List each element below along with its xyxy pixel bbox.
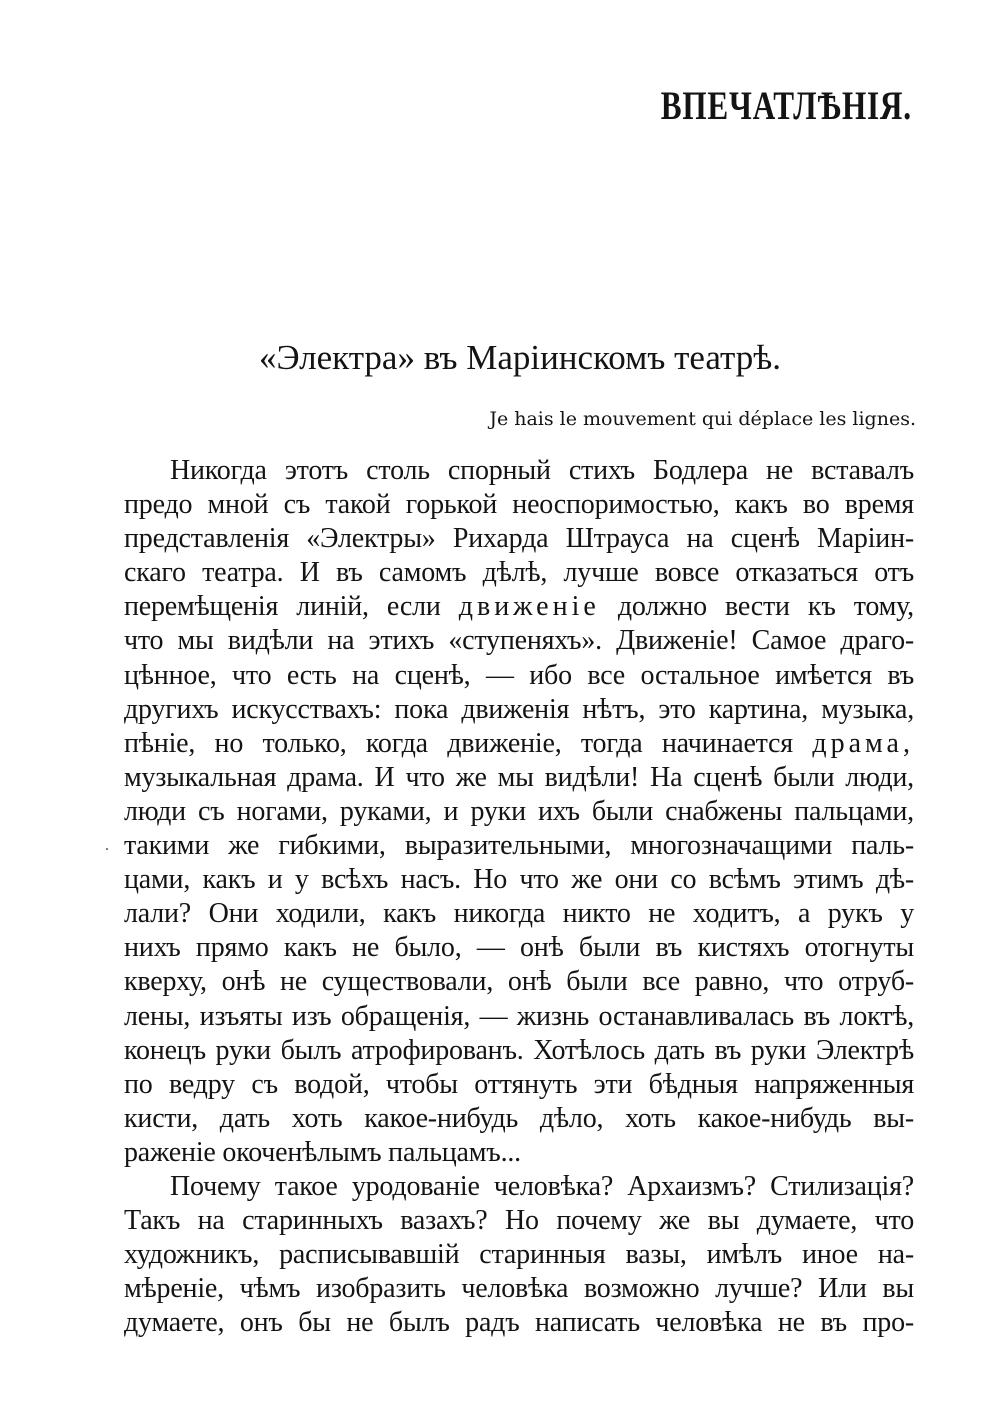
epigraph: Je hais le mouvement qui déplace les lignes.	[489, 408, 916, 430]
text-segment: перемѣщенія линій, если	[124, 591, 441, 623]
text-line: музыкальная драма. И что же мы видѣли! На сценѣ были люди,	[124, 761, 914, 793]
text-line: Почему такое уродованіе человѣка? Архаизмъ? Стилизація?	[170, 1170, 914, 1202]
text-line	[124, 590, 914, 624]
text-segment: должно вести къ тому,	[617, 591, 914, 623]
text-line: представленія «Электры» Рихарда Штрауса на сценѣ Маріин-	[124, 523, 914, 555]
text-line: мѣреніе, чѣмъ изобразить человѣка возможно лучше? Или вы	[124, 1273, 914, 1305]
text-line: лали? Они ходили, какъ никогда никто не ходитъ, а рукъ у	[124, 898, 914, 930]
text-line: конецъ руки былъ атрофированъ. Хотѣлось дать въ руки Электрѣ	[124, 1034, 914, 1066]
text-line: лены, изъяты изъ обращенія, — жизнь останавливалась въ локтѣ,	[124, 1000, 914, 1032]
text-line: думаете, онъ бы не былъ радъ написать человѣка не въ про-	[124, 1307, 914, 1339]
text-line: по ведру съ водой, чтобы оттянуть эти бѣдныя напряженныя	[124, 1068, 914, 1100]
scan-speck	[106, 848, 108, 850]
emphasized-word: движеніе	[458, 591, 600, 623]
text-line: люди съ ногами, руками, и руки ихъ были снабжены пальцами,	[124, 795, 914, 827]
text-line: другихъ искусствахъ: пока движенія нѣтъ, это картина, музыка,	[124, 693, 914, 725]
text-line: кверху, онѣ не существовали, онѣ были все равно, что отруб-	[124, 966, 914, 998]
text-segment: пѣніе, но только, когда движеніе, тогда начинается	[124, 727, 793, 759]
text-line: кисти, дать хоть какое-нибудь дѣло, хоть какое-нибудь вы-	[124, 1102, 914, 1134]
article-title: «Электра» въ Маріинскомъ театрѣ.	[259, 338, 781, 377]
body-text	[124, 454, 914, 1340]
text-line: художникъ, расписывавшій старинныя вазы, имѣлъ иное на-	[124, 1239, 914, 1271]
text-line: цами, какъ и у всѣхъ насъ. Но что же они со всѣмъ этимъ дѣ-	[124, 864, 914, 896]
text-line: предо мной съ такой горькой неоспоримостью, какъ во время	[124, 489, 914, 521]
text-line: что мы видѣли на этихъ «ступеняхъ». Движеніе! Самое драго-	[124, 625, 914, 657]
text-line: раженіе окоченѣлымъ пальцамъ...	[124, 1136, 521, 1168]
text-line: Никогда этотъ столь спорный стихъ Бодлера не вставалъ	[170, 455, 914, 486]
text-line: такими же гибкими, выразительными, многозначащими паль-	[124, 830, 914, 862]
text-line: скаго театра. И въ самомъ дѣлѣ, лучше вовсе отказаться отъ	[124, 557, 914, 589]
text-line: цѣнное, что есть на сценѣ, — ибо все остальное имѣется въ	[124, 659, 914, 691]
text-line	[124, 727, 914, 761]
emphasized-word: драма,	[812, 727, 914, 759]
text-line: Такъ на старинныхъ вазахъ? Но почему же вы думаете, что	[124, 1205, 914, 1237]
text-line: нихъ прямо какъ не было, — онѣ были въ кистяхъ отогнуты	[124, 932, 914, 964]
running-head: ВПЕЧАТЛѢНІЯ.	[660, 83, 912, 128]
